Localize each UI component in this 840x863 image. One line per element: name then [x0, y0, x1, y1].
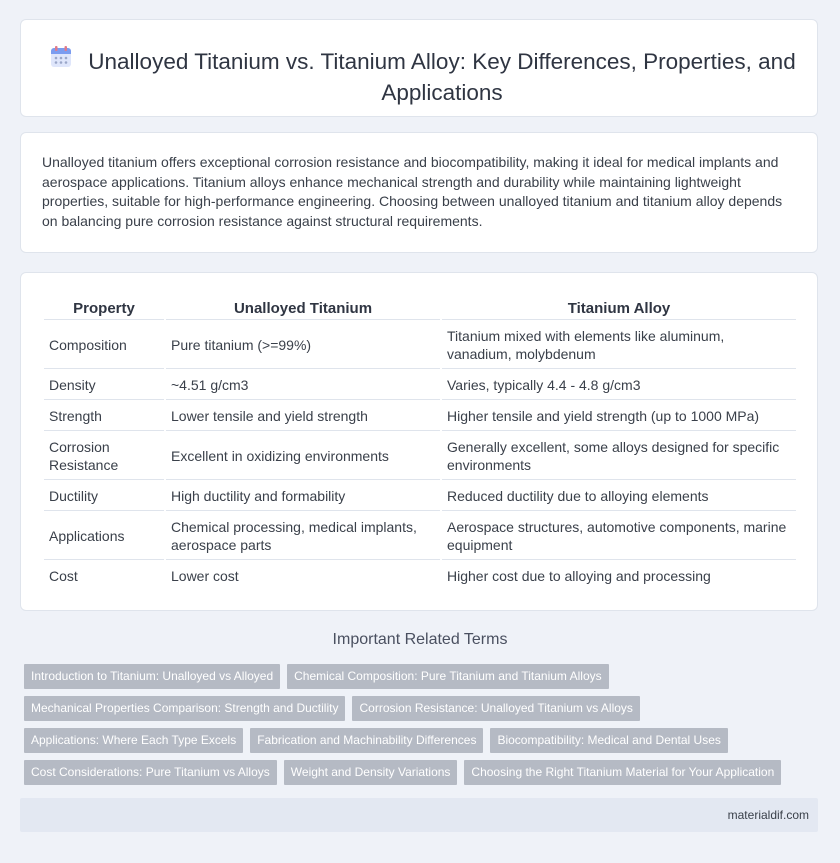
related-terms-title: Important Related Terms	[332, 631, 508, 648]
tag-row	[24, 664, 609, 689]
related-tag[interactable]: Choosing the Right Titanium Material for Your Application	[464, 760, 781, 785]
table-cell-unalloyed: Excellent in oxidizing environments	[166, 433, 440, 480]
table-cell-property: Applications	[44, 513, 164, 560]
table-row	[44, 482, 796, 511]
table-cell-alloy: Higher cost due to alloying and processing	[447, 568, 711, 584]
table-header-unalloyed: Unalloyed Titanium	[166, 297, 440, 320]
table-cell-property: Corrosion Resistance	[44, 433, 164, 480]
related-tag[interactable]: Cost Considerations: Pure Titanium vs Alloys	[24, 760, 277, 785]
table-row	[44, 402, 796, 431]
page-title: Unalloyed Titanium vs. Titanium Alloy: Key Differences, Properties, and Applications	[88, 49, 796, 105]
table-header-alloy: Titanium Alloy	[442, 297, 796, 320]
tag-row	[24, 728, 728, 753]
table-cell-unalloyed: Chemical processing, medical implants, aerospace parts	[166, 513, 440, 560]
table-row	[44, 371, 796, 400]
related-tag[interactable]: Chemical Composition: Pure Titanium and Titanium Alloys	[287, 664, 608, 689]
table-header-property: Property	[44, 297, 164, 320]
related-tag[interactable]: Corrosion Resistance: Unalloyed Titanium vs Alloys	[352, 696, 639, 721]
table-cell-unalloyed: ~4.51 g/cm3	[166, 371, 440, 400]
footer	[20, 798, 818, 832]
tag-row	[24, 760, 781, 785]
related-tag[interactable]: Biocompatibility: Medical and Dental Uses	[490, 728, 727, 753]
table-cell-alloy: Generally excellent, some alloys designed for specific environments	[442, 433, 796, 480]
table-cell-unalloyed: Lower tensile and yield strength	[166, 402, 440, 431]
table-cell-unalloyed: Pure titanium (>=99%)	[166, 322, 440, 369]
table-row	[44, 562, 796, 590]
table-cell-alloy: Varies, typically 4.4 - 4.8 g/cm3	[442, 371, 796, 400]
table-row	[44, 513, 796, 560]
title-card	[20, 19, 818, 117]
table-cell-alloy: Titanium mixed with elements like aluminum, vanadium, molybdenum	[442, 322, 796, 369]
table-row	[44, 322, 796, 369]
table-cell-property: Cost	[49, 568, 78, 584]
table-header-row	[44, 297, 796, 320]
comparison-table	[42, 295, 798, 592]
table-cell-alloy: Aerospace structures, automotive components, marine equipment	[442, 513, 796, 560]
table-cell-alloy: Reduced ductility due to alloying elements	[442, 482, 796, 511]
comparison-card	[20, 272, 818, 611]
table-cell-unalloyed: Lower cost	[171, 568, 239, 584]
related-tag[interactable]: Applications: Where Each Type Excels	[24, 728, 243, 753]
table-cell-property: Ductility	[44, 482, 164, 511]
intro-paragraph: Unalloyed titanium offers exceptional corrosion resistance and biocompatibility, making it ideal for medical implants and aerospace applications. Titanium alloys enhance mechanical strength and durability while maintaining lightweight properties, suitable for high-performance engineering. Choosing between unalloyed titanium and titanium alloy depends on balancing pure corrosion resistance against structural requirements.	[42, 154, 783, 229]
table-cell-alloy: Higher tensile and yield strength (up to 1000 MPa)	[442, 402, 796, 431]
related-tag[interactable]: Introduction to Titanium: Unalloyed vs Alloyed	[24, 664, 280, 689]
table-cell-property: Density	[44, 371, 164, 400]
table-cell-property: Composition	[44, 322, 164, 369]
related-tag[interactable]: Weight and Density Variations	[284, 760, 458, 785]
intro-card	[20, 132, 818, 253]
related-tag[interactable]: Mechanical Properties Comparison: Strength and Ductility	[24, 696, 345, 721]
related-tag[interactable]: Fabrication and Machinability Differences	[250, 728, 483, 753]
footer-site-link[interactable]: materialdif.com	[727, 808, 809, 822]
table-row	[44, 433, 796, 480]
calendar-icon	[49, 45, 73, 69]
tag-row	[24, 696, 640, 721]
table-cell-unalloyed: High ductility and formability	[166, 482, 440, 511]
table-cell-property: Strength	[44, 402, 164, 431]
